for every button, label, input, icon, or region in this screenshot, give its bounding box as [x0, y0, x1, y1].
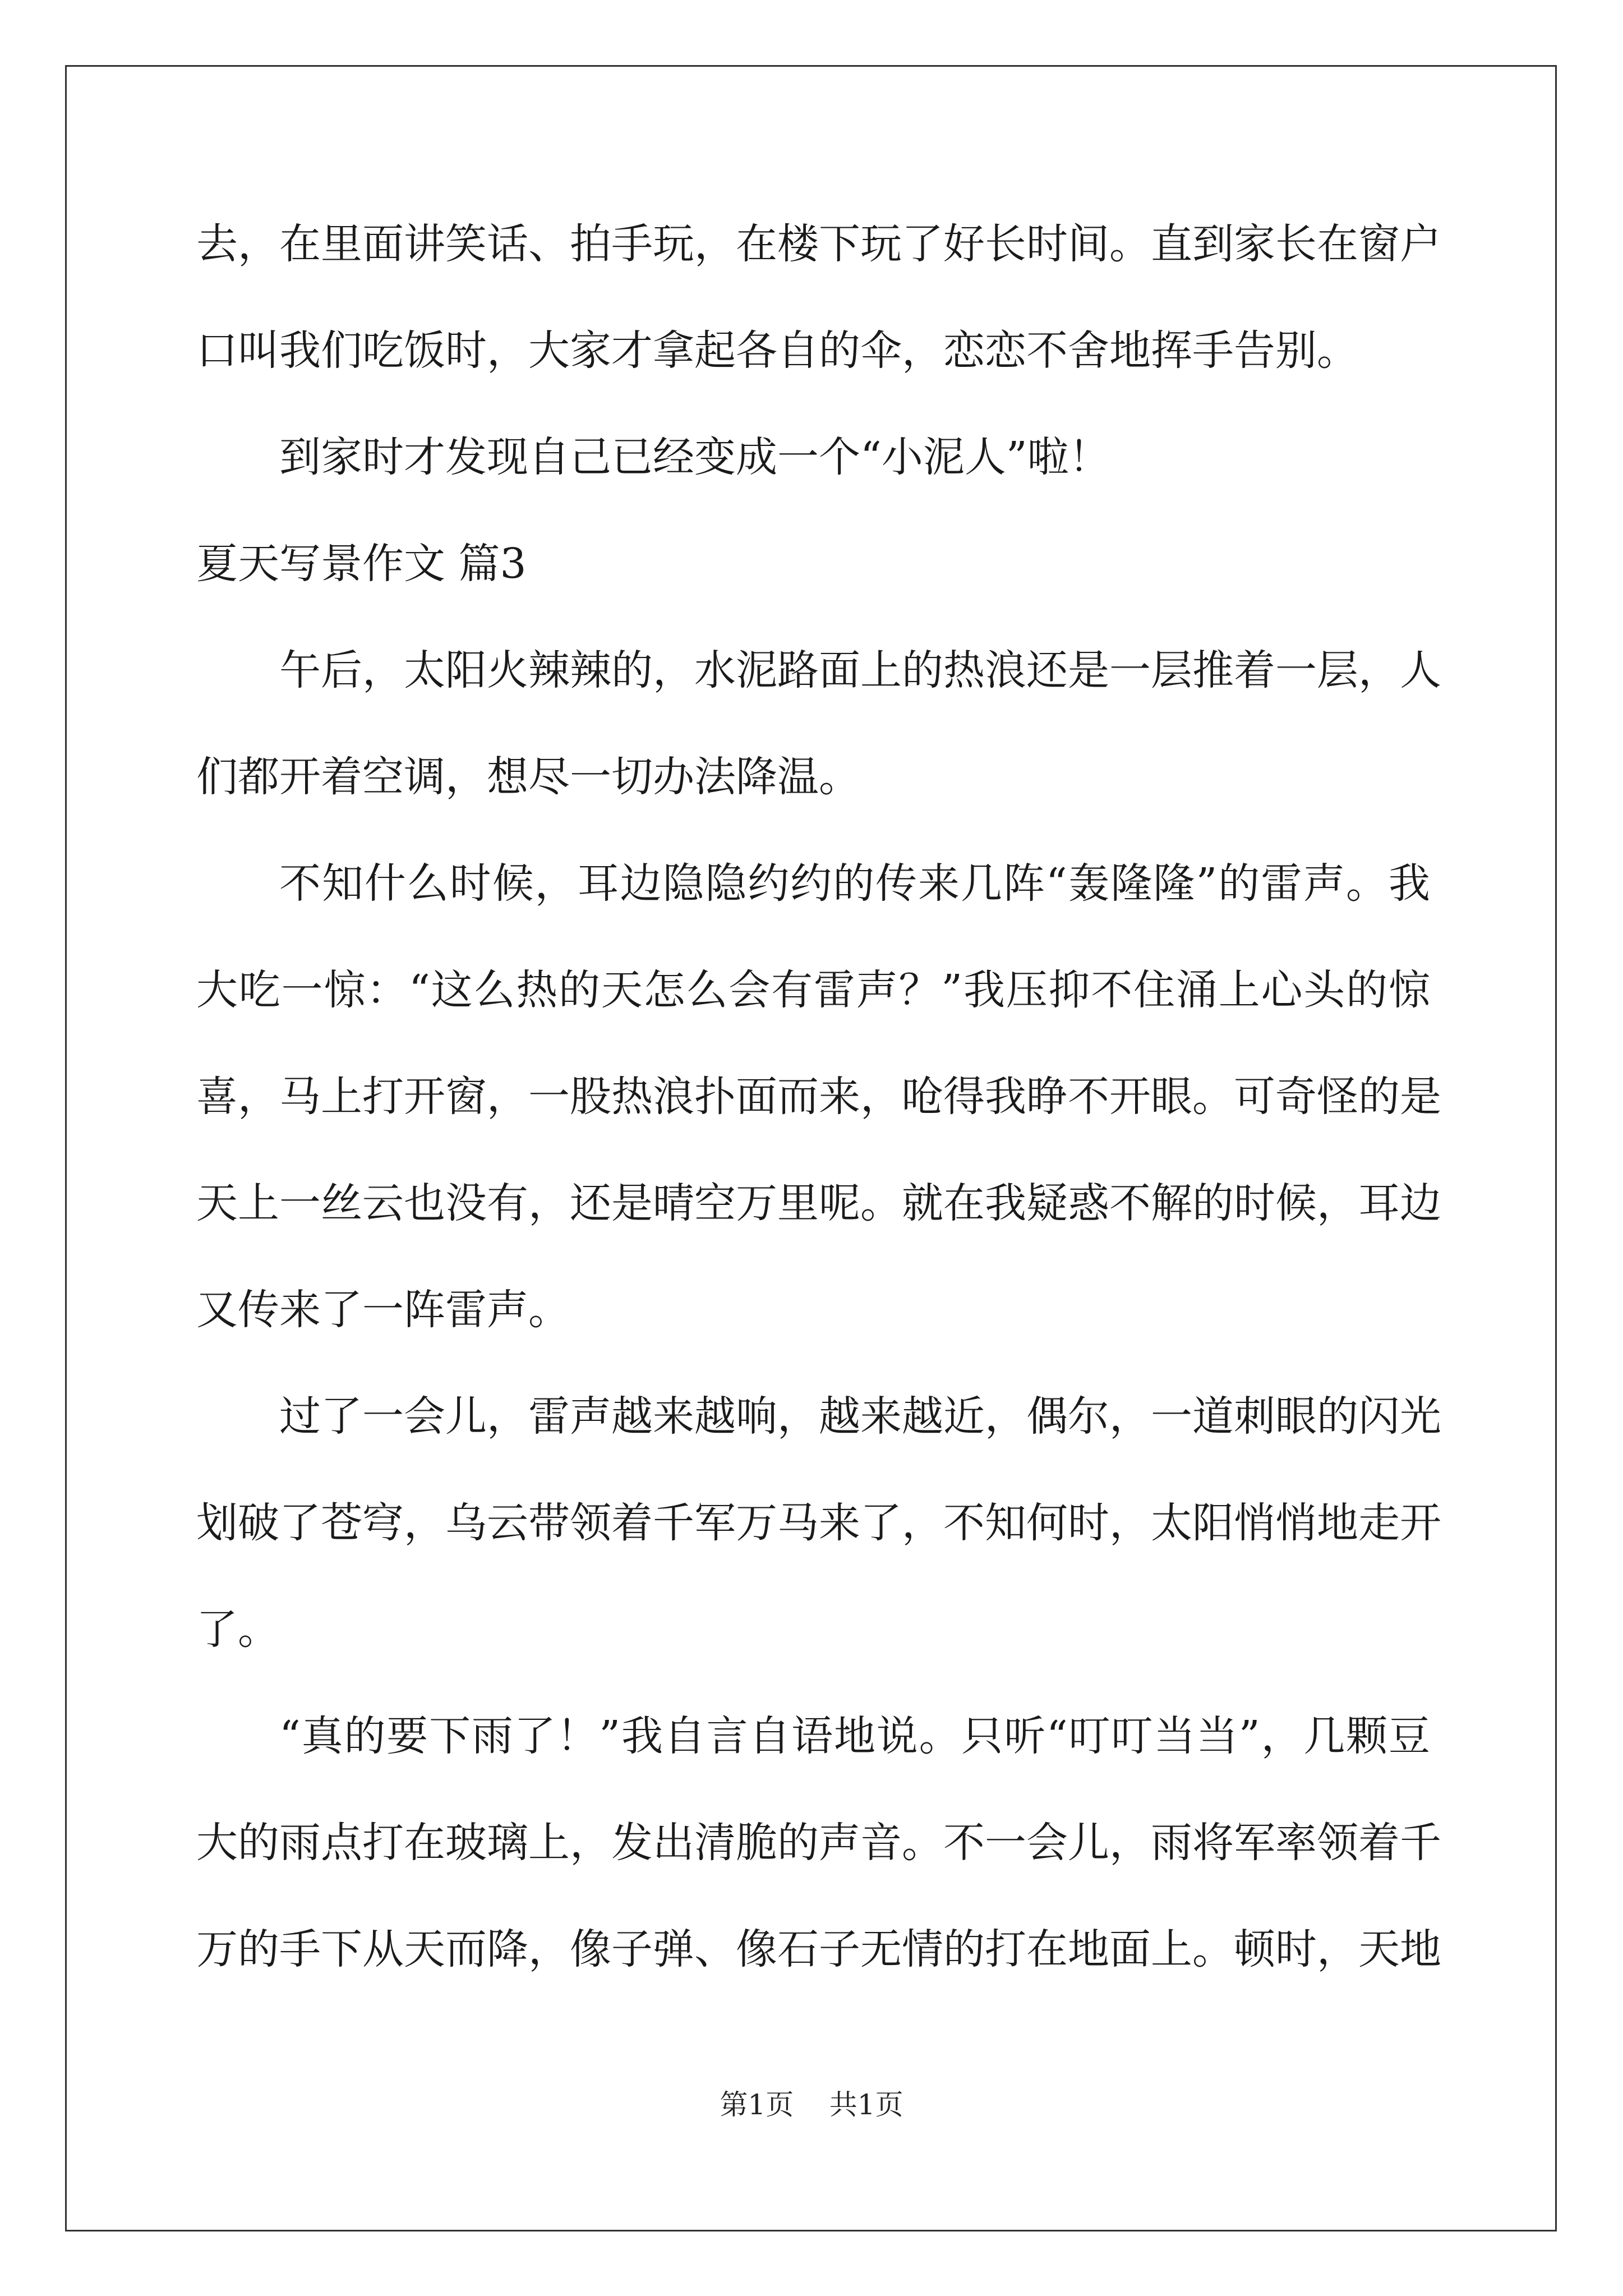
text-line: 大吃一惊：“这么热的天怎么会有雷声？”我压抑不住涌上心头的惊 — [196, 966, 1430, 1014]
section-heading: 夏天写景作文 篇3 — [196, 540, 527, 588]
text-line: 们都开着空调，想尽一切办法降温。 — [196, 753, 860, 801]
text-line: 了。 — [196, 1605, 279, 1654]
text-line: 划破了苍穹，乌云带领着千军万马来了，不知何时，太阳悄悄地走开 — [196, 1499, 1441, 1547]
text-line: 喜，马上打开窗，一股热浪扑面而来，呛得我睁不开眼。可奇怪的是 — [196, 1073, 1441, 1121]
text-line: 午后，太阳火辣辣的，水泥路面上的热浪还是一层推着一层，人 — [279, 646, 1441, 694]
page-total: 共1页 — [829, 2088, 903, 2121]
text-line: 去，在里面讲笑话、拍手玩，在楼下玩了好长时间。直到家长在窗户 — [196, 220, 1441, 268]
text-line: 又传来了一阵雷声。 — [196, 1286, 570, 1334]
text-line: “真的要下雨了！”我自言自语地说。只听“叮叮当当”，几颗豆 — [279, 1712, 1430, 1760]
page-footer — [0, 2088, 1623, 2122]
text-line: 口叫我们吃饭时，大家才拿起各自的伞，恋恋不舍地挥手告别。 — [196, 326, 1358, 375]
document-body — [196, 208, 1441, 2019]
text-line: 天上一丝云也没有，还是晴空万里呢。就在我疑惑不解的时候，耳边 — [196, 1179, 1441, 1227]
text-line: 过了一会儿，雷声越来越响，越来越近，偶尔，一道刺眼的闪光 — [279, 1392, 1441, 1441]
text-line: 万的手下从天而降，像子弹、像石子无情的打在地面上。顿时，天地 — [196, 1925, 1441, 1973]
text-line: 不知什么时候，耳边隐隐约约的传来几阵“轰隆隆”的雷声。我 — [279, 859, 1430, 908]
text-line: 到家时才发现自己已经变成一个“小泥人”啦！ — [279, 433, 1110, 481]
page-number: 第1页 — [720, 2088, 794, 2121]
text-line: 大的雨点打在玻璃上，发出清脆的声音。不一会儿，雨将军率领着千 — [196, 1819, 1441, 1867]
